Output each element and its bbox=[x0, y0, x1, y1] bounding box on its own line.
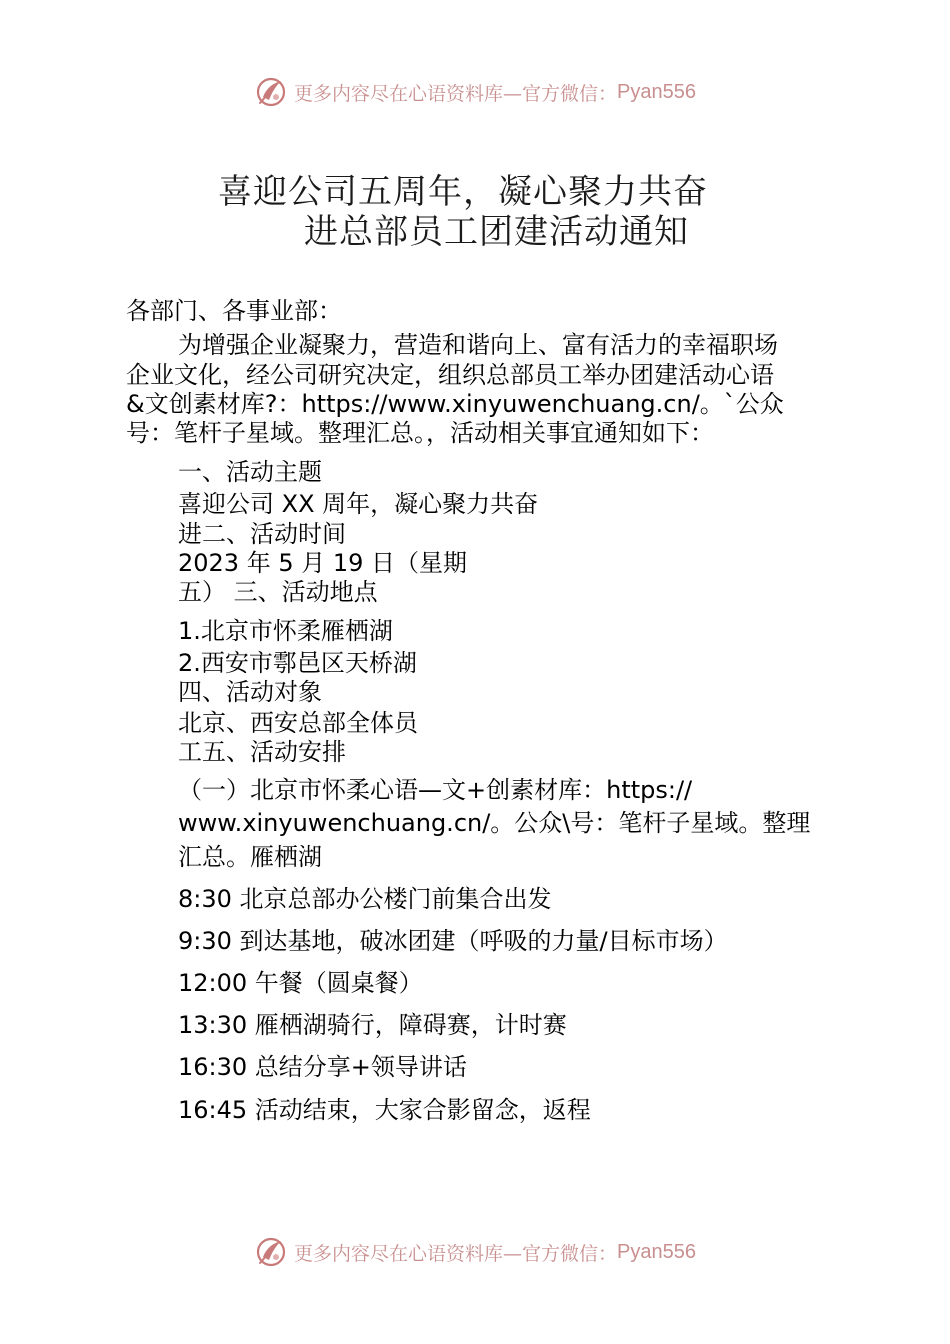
schedule-item: 9:30 到达基地，破冰团建（呼吸的力量/目标市场） bbox=[178, 927, 728, 955]
section-heading-location: 五） 三、活动地点 bbox=[178, 578, 378, 606]
section-text: 喜迎公司 XX 周年，凝心聚力共奋 bbox=[178, 490, 539, 518]
schedule-location-line: 汇总。雁栖湖 bbox=[178, 843, 322, 871]
section-heading-time: 进二、活动时间 bbox=[178, 520, 346, 548]
intro-line: 企业文化，经公司研究决定，组织总部员工举办团建活动心语 bbox=[126, 361, 774, 389]
section-text: 北京、西安总部全体员 bbox=[178, 709, 418, 737]
watermark-banner-bottom bbox=[0, 1232, 950, 1272]
intro-line: &文创素材库?：https://www.xinyuwenchuang.cn/。`公众 bbox=[126, 390, 784, 418]
watermark-banner-top bbox=[0, 72, 950, 112]
location-item: 1.北京市怀柔雁栖湖 bbox=[178, 617, 393, 645]
section-heading-audience: 四、活动对象 bbox=[178, 678, 322, 706]
section-text: 2023 年 5 月 19 日（星期 bbox=[178, 549, 468, 577]
schedule-location-line: www.xinyuwenchuang.cn/。公众\号：笔杆子星域。整理 bbox=[178, 809, 811, 837]
schedule-item: 13:30 雁栖湖骑行，障碍赛，计时赛 bbox=[178, 1011, 567, 1039]
watermark-handle: Pyan556 bbox=[617, 1240, 696, 1263]
watermark-handle: Pyan556 bbox=[617, 80, 696, 103]
intro-line: 为增强企业凝聚力，营造和谐向上、富有活力的幸福职场 bbox=[178, 331, 778, 359]
watermark-text: 更多内容尽在心语资料库—官方微信： bbox=[294, 1242, 618, 1265]
schedule-location-line: （一）北京市怀柔心语—文+创素材库：https:// bbox=[178, 776, 693, 804]
schedule-item: 12:00 午餐（圆桌餐） bbox=[178, 969, 423, 997]
brand-logo-icon bbox=[254, 1235, 288, 1269]
schedule-item: 8:30 北京总部办公楼门前集合出发 bbox=[178, 885, 552, 913]
page-title-line-2: 进总部员工团建活动通知 bbox=[304, 212, 689, 252]
schedule-item: 16:30 总结分享+领导讲话 bbox=[178, 1053, 467, 1081]
section-heading-schedule: 工五、活动安排 bbox=[178, 738, 346, 766]
page-title-line-1: 喜迎公司五周年，凝心聚力共奋 bbox=[218, 172, 708, 212]
section-heading-theme: 一、活动主题 bbox=[178, 458, 322, 486]
salutation: 各部门、各事业部： bbox=[126, 297, 342, 325]
schedule-item: 16:45 活动结束，大家合影留念，返程 bbox=[178, 1096, 591, 1124]
location-item: 2.西安市鄠邑区天桥湖 bbox=[178, 649, 417, 677]
intro-line: 号：笔杆子星域。整理汇总。，活动相关事宜通知如下： bbox=[126, 419, 714, 447]
watermark-text: 更多内容尽在心语资料库—官方微信： bbox=[294, 82, 618, 105]
brand-logo-icon bbox=[254, 75, 288, 109]
